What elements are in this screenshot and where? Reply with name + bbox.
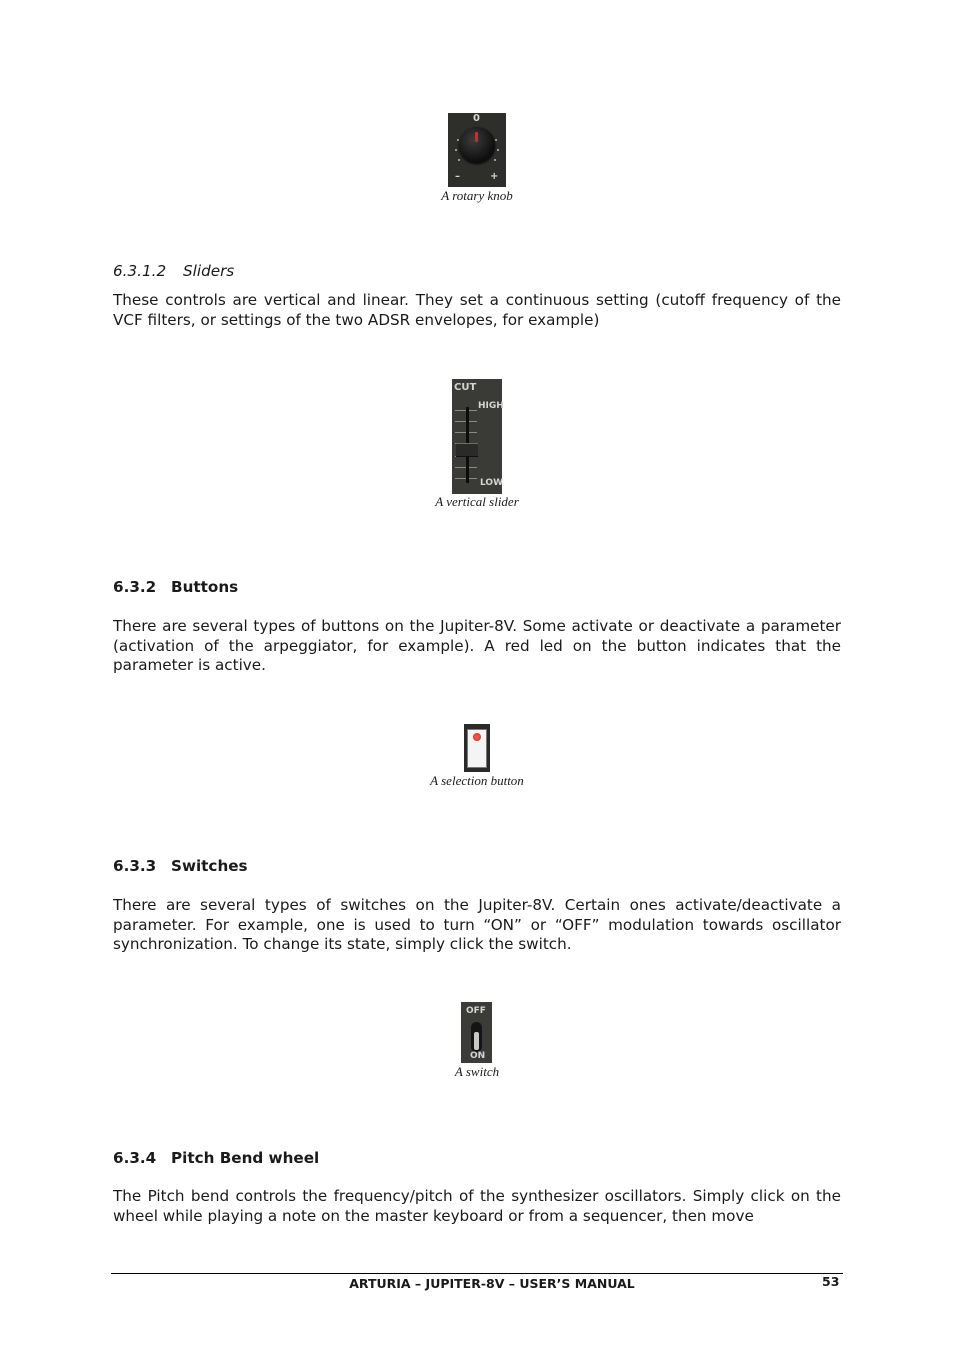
slider-high-label: HIGH <box>478 401 504 411</box>
knob-caption: A rotary knob <box>441 188 513 203</box>
knob-zero-label: 0 <box>473 113 480 124</box>
switch-on-label: ON <box>470 1051 486 1061</box>
slider-caption: A vertical slider <box>435 494 519 509</box>
footer-rule <box>111 1273 843 1274</box>
selection-button-image <box>464 724 490 772</box>
pitch-bend-body: The Pitch bend controls the frequency/pitch of the synthesizer oscillators. Simply click on the wheel while playing a note on the master keyboard or from a sequencer, then move <box>113 1187 841 1225</box>
rotary-knob-image <box>448 113 506 187</box>
pitch-bend-heading-title: Pitch Bend wheel <box>171 1149 320 1167</box>
switches-body: There are several types of switches on the Jupiter-8V. Certain ones activate/deactivate a parameter. For example, one is used to turn “ON” or “OFF” modulation towards oscillator synchronization. To change its state, simply click the switch. <box>113 896 841 953</box>
switch-caption: A switch <box>454 1064 500 1079</box>
pitch-bend-heading-number: 6.3.4 <box>113 1149 157 1167</box>
switch-lever <box>474 1032 479 1050</box>
slider-low-label: LOW <box>480 478 503 488</box>
buttons-heading-title: Buttons <box>171 578 239 596</box>
red-led-icon <box>473 733 481 741</box>
knob-minus-label: – <box>455 171 460 182</box>
switch-image <box>461 1002 492 1063</box>
slider-cut-label: CUT <box>454 382 477 393</box>
sliders-body: These controls are vertical and linear. They set a continuous setting (cutoff frequency of the VCF filters, or settings of the two ADSR envelopes, for example) <box>113 291 841 329</box>
button-face <box>467 729 487 768</box>
switch-off-label: OFF <box>466 1006 486 1016</box>
switches-heading-title: Switches <box>171 857 248 875</box>
sliders-heading-title: Sliders <box>183 262 235 280</box>
button-caption: A selection button <box>430 773 524 788</box>
sliders-heading <box>113 262 234 280</box>
page-number: 53 <box>822 1274 840 1289</box>
knob-dial <box>459 127 495 163</box>
switches-heading-number: 6.3.3 <box>113 857 157 875</box>
footer-title: ARTURIA – JUPITER-8V – USER’S MANUAL <box>349 1276 635 1291</box>
switches-heading <box>113 857 248 875</box>
buttons-body: There are several types of buttons on the Jupiter-8V. Some activate or deactivate a parameter (activation of the arpeggiator, for example). A red led on the button indicates that the parameter is active. <box>113 617 841 674</box>
knob-plus-label: + <box>490 171 499 182</box>
slider-handle <box>456 443 478 457</box>
sliders-heading-number: 6.3.1.2 <box>113 262 167 280</box>
buttons-heading <box>113 578 238 596</box>
buttons-heading-number: 6.3.2 <box>113 578 157 596</box>
vertical-slider-image <box>452 379 502 494</box>
pitch-bend-heading <box>113 1149 319 1167</box>
